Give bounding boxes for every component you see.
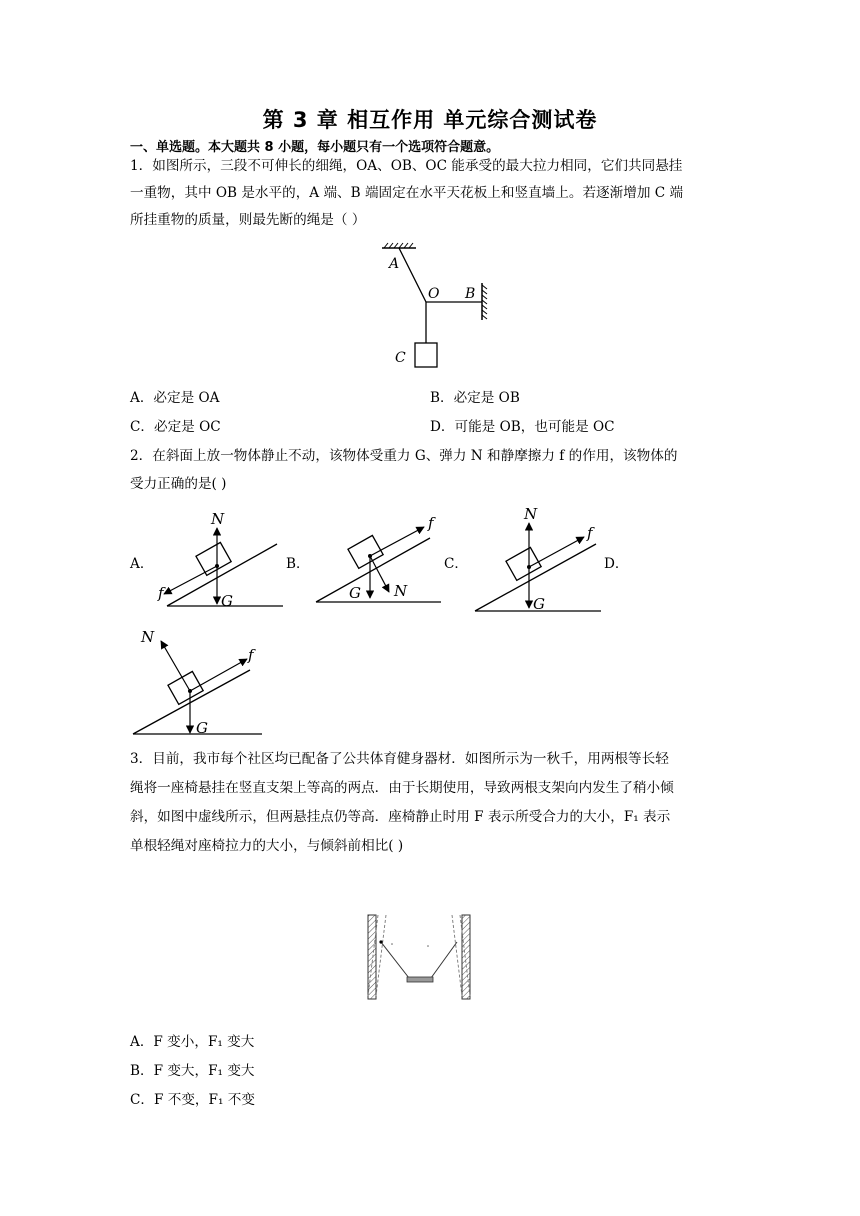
q2-choice-b[interactable]: B．	[286, 556, 310, 572]
section-heading: 一、单选题。本大题共 8 小题，每小题只有一个选项符合题意。	[130, 140, 500, 155]
q2-a-force-f: f	[158, 584, 164, 602]
q2-b-force-f: f	[428, 514, 434, 532]
q3-option-c[interactable]: C．F 不变，F₁ 不变	[130, 1092, 255, 1108]
q2-d-force-f: f	[248, 646, 254, 664]
q2-c-force-g: G	[533, 595, 545, 613]
q3-text-line-1: 3．目前，我市每个社区均已配备了公共体育健身器材．如图所示为一秋千，用两根等长轻	[130, 751, 669, 767]
q2-choice-d[interactable]: D．	[604, 556, 629, 572]
q1-label-c: C	[395, 350, 406, 366]
q3-option-b[interactable]: B．F 变大，F₁ 变大	[130, 1063, 255, 1079]
q1-text-line-2: 一重物，其中 OB 是水平的，A 端、B 端固定在水平天花板上和竖直墙上。若逐渐增加 C 端	[130, 185, 684, 201]
q3-text-line-2: 绳将一座椅悬挂在竖直支架上等高的两点．由于长期使用，导致两根支架向内发生了稍小倾	[130, 780, 674, 796]
q1-option-c[interactable]: C．必定是 OC	[130, 419, 221, 435]
q1-option-b[interactable]: B．必定是 OB	[430, 390, 520, 406]
q2-choice-a[interactable]: A．	[130, 556, 154, 572]
q2-a-force-n: N	[211, 510, 225, 528]
q1-label-b: B	[465, 286, 476, 302]
q1-label-a: A	[389, 256, 400, 272]
q2-b-force-n: N	[394, 582, 408, 600]
q1-text-line-3: 所挂重物的质量，则最先断的绳是（ ）	[130, 212, 366, 228]
q3-text-line-4: 单根轻绳对座椅拉力的大小，与倾斜前相比( )	[130, 838, 404, 854]
q3-option-a[interactable]: A．F 变小，F₁ 变大	[130, 1034, 255, 1050]
q3-text-line-3: 斜，如图中虚线所示，但两悬挂点仍等高．座椅静止时用 F 表示所受合力的大小，F₁ 表示	[130, 809, 671, 825]
q1-text-line-1: 1．如图所示，三段不可伸长的细绳，OA、OB、OC 能承受的最大拉力相同，它们共同悬挂	[130, 158, 683, 174]
q2-text-line-2: 受力正确的是( )	[130, 476, 227, 492]
q1-label-o: O	[428, 286, 440, 302]
q1-option-a[interactable]: A．必定是 OA	[130, 390, 220, 406]
page-title: 第 3 章 相互作用 单元综合测试卷	[262, 108, 598, 132]
q1-option-d[interactable]: D．可能是 OB，也可能是 OC	[430, 419, 615, 435]
q2-choice-c[interactable]: C．	[444, 556, 468, 572]
q2-d-force-n: N	[141, 628, 155, 646]
q2-a-force-g: G	[221, 592, 233, 610]
q2-c-force-n: N	[524, 505, 538, 523]
q2-d-force-g: G	[196, 719, 208, 737]
q2-b-force-g: G	[349, 584, 361, 602]
q2-text-line-1: 2．在斜面上放一物体静止不动，该物体受重力 G、弹力 N 和静摩擦力 f 的作用，该物体的	[130, 448, 678, 464]
q2-c-force-f: f	[587, 524, 593, 542]
